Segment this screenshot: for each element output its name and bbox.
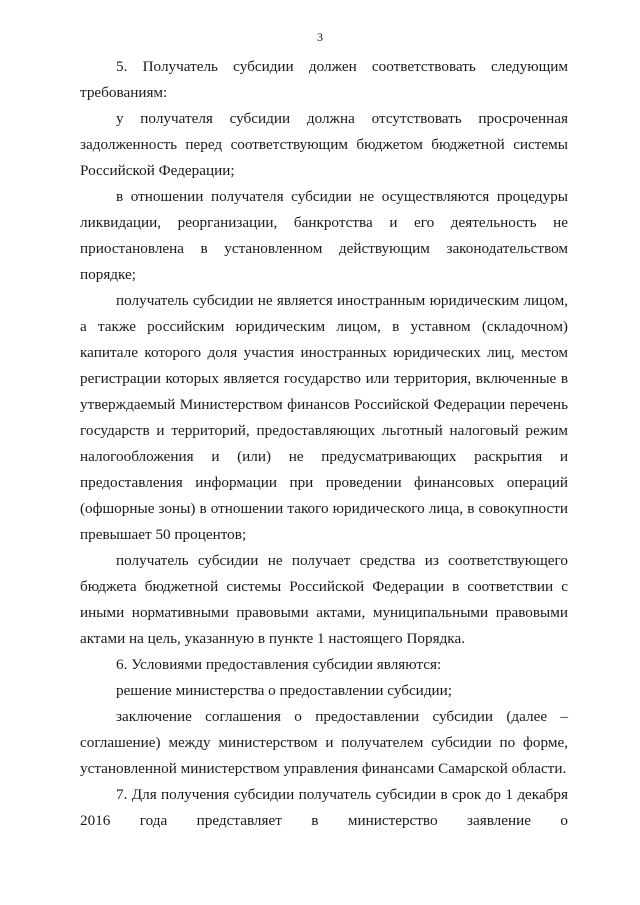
- paragraph-no-other-funds: получатель субсидии не получает средства из соответствующего бюджета бюджетной системы Российской Федерации в соответствии с иными нормативными правовыми актами, муниципальными правовыми актами на цель, указанную в пункте 1 настоящего Порядка.: [80, 552, 568, 647]
- page-number: 3: [317, 30, 323, 44]
- paragraph-no-liquidation: в отношении получателя субсидии не осуществляются процедуры ликвидации, реорганизации, банкротства и его деятельность не приостановлена в установленном действующим законодательством порядке;: [80, 188, 568, 283]
- paragraph-ministry-decision: решение министерства о предоставлении субсидии;: [116, 682, 453, 699]
- paragraph-item-7: 7. Для получения субсидии получатель субсидии в срок до 1 декабря 2016 года представляет в министерство заявление о: [80, 786, 568, 829]
- paragraph-no-overdue-debt: у получателя субсидии должна отсутствовать просроченная задолженность перед соответствующим бюджетом бюджетной системы Российской Федерации;: [80, 110, 568, 179]
- document-body: [80, 54, 568, 834]
- paragraph-agreement: заключение соглашения о предоставлении субсидии (далее – соглашение) между министерством и получателем субсидии по форме, установленной министерством управления финансами Самарской области.: [80, 708, 568, 777]
- paragraph-item-5: 5. Получатель субсидии должен соответствовать следующим требованиям:: [80, 58, 568, 101]
- paragraph-item-6: 6. Условиями предоставления субсидии являются:: [116, 656, 442, 673]
- paragraph-not-foreign-entity: получатель субсидии не является иностранным юридическим лицом, а также российским юридическим лицом, в уставном (складочном) капитале которого доля участия иностранных юридических лиц, местом регистрации которых является государство или территория, включенные в утверждаемый Министерством финансов Российской Федерации перечень государств и территорий, предоставляющих льготный налоговый режим налогообложения и (или) не предусматривающих раскрытия и предоставления информации при проведении финансовых операций (офшорные зоны) в отношении такого юридического лица, в совокупности превышает 50 процентов;: [80, 292, 568, 543]
